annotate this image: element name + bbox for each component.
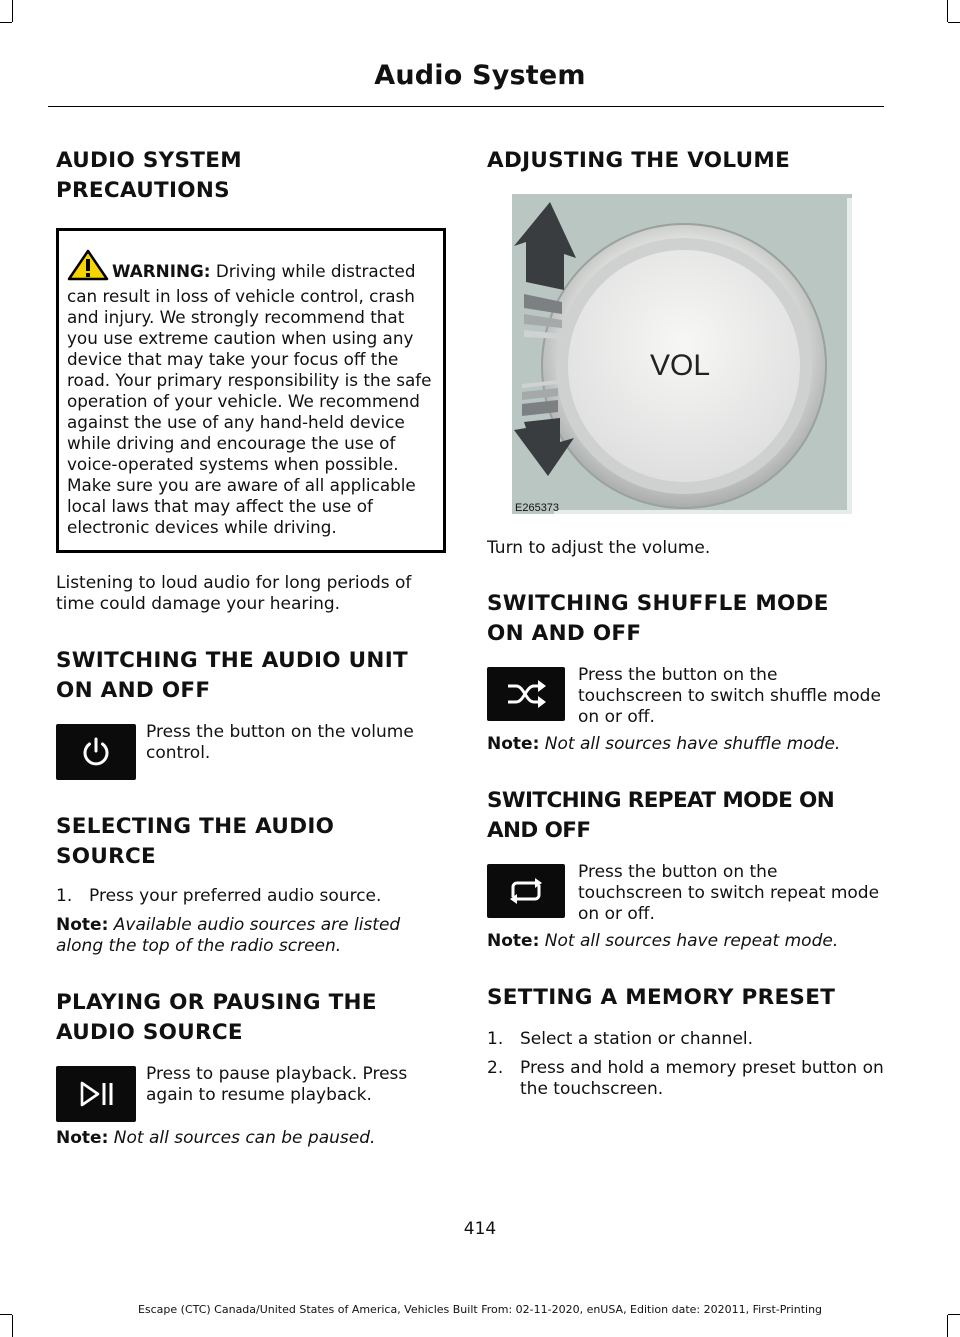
- note: Note: Not all sources have repeat mode.: [487, 931, 839, 951]
- repeat-instruction: Press the button on the touchscreen to switch repeat mode on or off.: [578, 862, 880, 924]
- section-heading: PLAYING OR PAUSING THE AUDIO SOURCE: [56, 990, 377, 1045]
- power-instruction: Press the button on the volume control.: [146, 722, 414, 763]
- volume-caption: Turn to adjust the volume.: [487, 538, 711, 558]
- left-column: [56, 146, 446, 1149]
- crop-mark: [947, 0, 948, 22]
- section-audio-source: [56, 812, 446, 957]
- warning-box: [56, 228, 446, 553]
- crop-mark: [0, 22, 12, 23]
- section-memory-preset: [487, 983, 887, 1100]
- icon-row: [56, 722, 446, 780]
- icon-row: [487, 665, 887, 728]
- section-shuffle: [487, 589, 887, 755]
- shuffle-instruction: Press the button on the touchscreen to switch shuffle mode on or off.: [578, 665, 881, 727]
- list-item: 2. Press and hold a memory preset button on the touchscreen.: [487, 1058, 884, 1099]
- play-pause-icon: [56, 1066, 136, 1122]
- preset-steps: [487, 1029, 887, 1100]
- list-item: 1. Select a station or channel.: [487, 1029, 754, 1049]
- warning-text: Driving while distracted can result in loss of vehicle control, crash and injury. We strongly recommend that you use extreme caution when using any device that may take your focus off the road. Your primary responsibility is the safe operation of your vehicle. We recommend against the use of any hand-held device while driving and encourage the use of voice-operated systems when possible. Make sure you are aware of all applicable local laws that may affect the use of electronic devices while driving.: [67, 261, 432, 537]
- warning-label: WARNING:: [112, 261, 211, 281]
- icon-row: [487, 862, 887, 925]
- section-heading: SETTING A MEMORY PRESET: [487, 985, 836, 1010]
- header-rule: [48, 106, 884, 107]
- icon-row: [56, 1064, 446, 1122]
- section-heading: ADJUSTING THE VOLUME: [487, 148, 791, 173]
- section-heading: SWITCHING REPEAT MODE ON AND OFF: [487, 788, 835, 843]
- page-footer: Escape (CTC) Canada/United States of America, Vehicles Built From: 02-11-2020, enUSA, Edition date: 202011, First-Printing: [137, 1303, 823, 1316]
- page-number: 414: [463, 1219, 497, 1239]
- figure-code: E265373: [515, 502, 560, 514]
- note: Note: Not all sources can be paused.: [56, 1128, 376, 1148]
- section-heading: SELECTING THE AUDIO SOURCE: [56, 814, 335, 869]
- section-repeat: [487, 786, 887, 952]
- warning-triangle-icon: [67, 249, 109, 286]
- section-heading: AUDIO SYSTEM PRECAUTIONS: [56, 148, 242, 203]
- play-pause-instruction: Press to pause playback. Press again to resume playback.: [146, 1064, 408, 1105]
- knob-label: VOL: [649, 349, 711, 382]
- section-audio-on-off: [56, 646, 446, 780]
- shuffle-icon: [487, 667, 565, 721]
- section-precautions: [56, 146, 446, 615]
- crop-mark: [12, 0, 13, 22]
- crop-mark: [947, 1315, 948, 1337]
- repeat-icon: [487, 864, 565, 918]
- crop-mark: [948, 22, 960, 23]
- section-heading: SWITCHING THE AUDIO UNIT ON AND OFF: [56, 648, 408, 703]
- source-steps: [56, 886, 446, 907]
- note: Note: Available audio sources are listed along the top of the radio screen.: [56, 915, 401, 956]
- power-icon: [56, 724, 136, 780]
- hearing-text: Listening to loud audio for long periods of time could damage your hearing.: [56, 573, 412, 614]
- right-column: [487, 146, 887, 1100]
- section-volume: [487, 146, 887, 559]
- list-item: 1. Press your preferred audio source.: [56, 886, 382, 906]
- section-play-pause: [56, 988, 446, 1149]
- volume-knob-illustration: [512, 194, 852, 514]
- volume-figure: [512, 194, 852, 514]
- note: Note: Not all sources have shuffle mode.: [487, 734, 841, 754]
- crop-mark: [12, 1315, 13, 1337]
- page-header-title: Audio System: [374, 60, 586, 91]
- section-heading: SWITCHING SHUFFLE MODE ON AND OFF: [487, 591, 829, 646]
